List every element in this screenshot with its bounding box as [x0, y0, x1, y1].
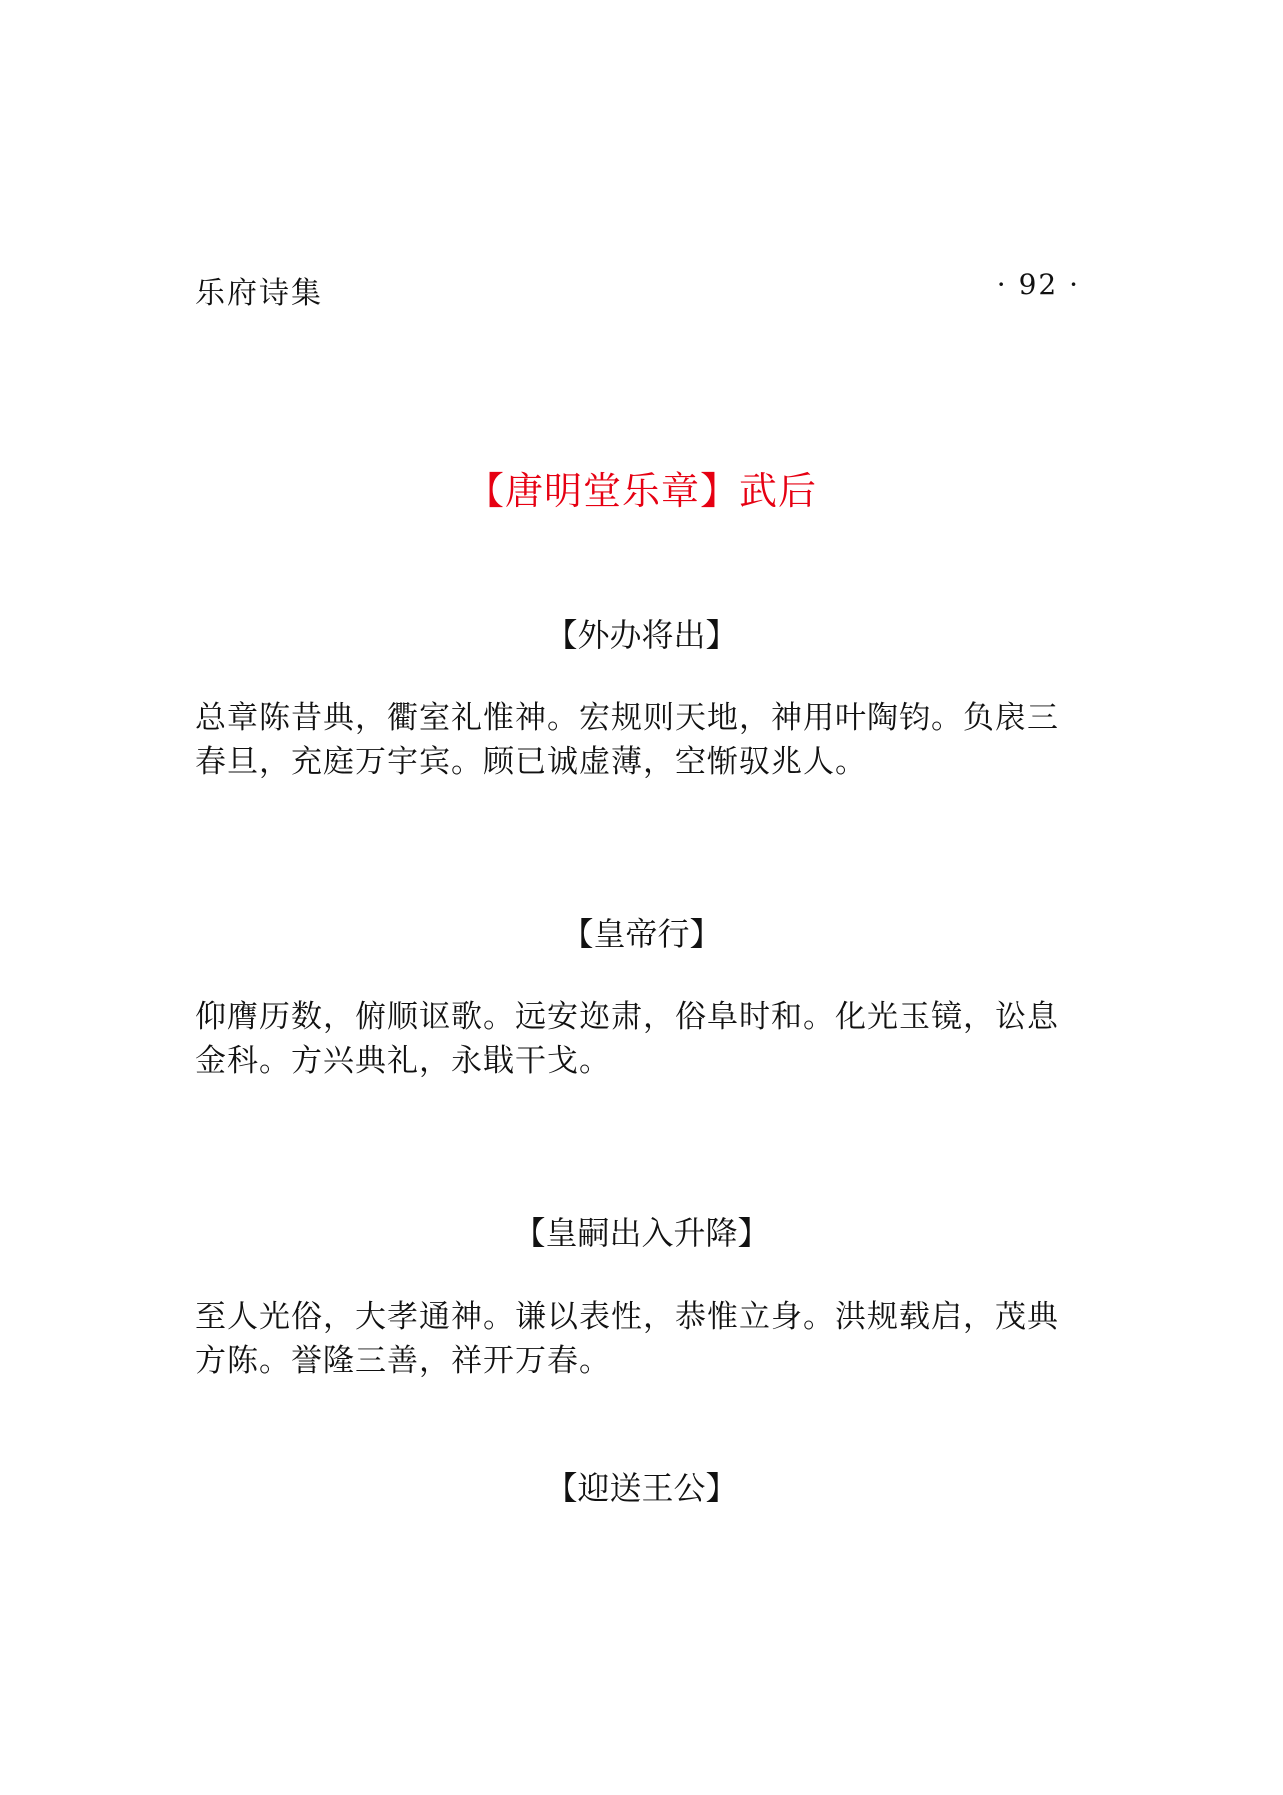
section-title-huangdi: 【皇帝行】 [561, 915, 722, 953]
section-title-waiban: 【外办将出】 [545, 616, 738, 654]
poem-line: 方陈。誉隆三善，祥开万春。 [195, 1343, 611, 1379]
poem-line: 至人光俗，大孝通神。谦以表性，恭惟立身。洪规载启，茂典 [195, 1299, 1059, 1335]
chapter-title: 【唐明堂乐章】武后 [465, 469, 817, 513]
running-header [195, 268, 1080, 311]
poem-line: 仰膺历数，俯顺讴歌。远安迩肃，俗阜时和。化光玉镜，讼息 [195, 999, 1059, 1035]
book-title: 乐府诗集 [195, 276, 323, 311]
section-title-huangsi: 【皇嗣出入升降】 [513, 1214, 770, 1252]
poem-text-waiban [195, 696, 1085, 784]
poem-line: 总章陈昔典，衢室礼惟神。宏规则天地，神用叶陶钧。负扆三 [195, 700, 1059, 736]
poem-line: 春旦，充庭万宇宾。顾已诚虚薄，空惭驭兆人。 [195, 744, 867, 780]
poem-text-huangsi [195, 1295, 1085, 1383]
section-title-yingsong: 【迎送王公】 [545, 1469, 738, 1507]
poem-text-huangdi [195, 995, 1085, 1083]
poem-line: 金科。方兴典礼，永戢干戈。 [195, 1043, 611, 1079]
page-number: · 92 · [996, 268, 1080, 301]
